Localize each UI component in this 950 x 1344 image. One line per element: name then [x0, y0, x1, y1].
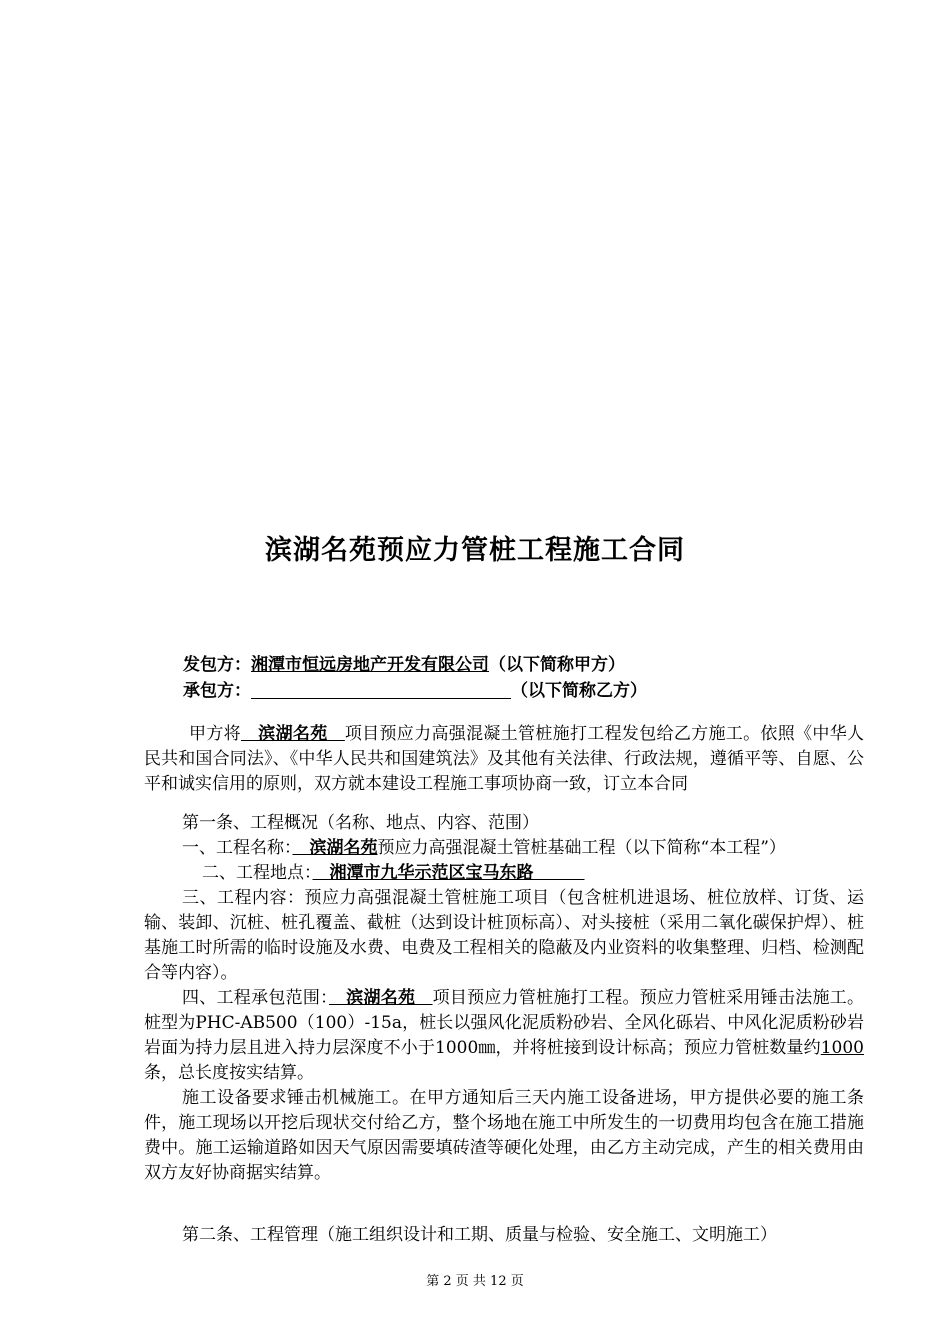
scope-post: 条，总长度按实结算。 [144, 1063, 314, 1083]
intro-paragraph [144, 722, 864, 797]
intro-project: 滨湖名苑 [240, 724, 345, 744]
equipment-paragraph: 施工设备要求锤击机械施工。在甲方通知后三天内施工设备进场，甲方提供必要的施工条件，施工现场以开挖后现状交付给乙方，整个场地在施工中所发生的一切费用均包含在施工措施费中。施工运输道路如因天气原因需要填砖渣等硬化处理，由乙方主动完成，产生的相关费用由双方友好协商据实结算。 [144, 1088, 864, 1183]
intro-pre: 甲方将 [189, 724, 241, 744]
project-scope-paragraph [144, 986, 864, 1086]
party-b-blank [251, 680, 511, 699]
intro-section [144, 722, 864, 797]
name-pre: 一、工程名称： [182, 838, 293, 858]
project-name-paragraph [144, 836, 864, 861]
party-b-suffix: （以下简称乙方） [511, 681, 647, 701]
site-pre: 二、工程地点： [202, 863, 313, 883]
article1-section [144, 811, 864, 1186]
article2-section [144, 1223, 864, 1248]
party-a-label: 发包方： [183, 655, 251, 675]
party-a-line [183, 650, 625, 675]
name-value: 滨湖名苑 [292, 838, 378, 858]
party-a-suffix: （以下简称甲方） [489, 655, 625, 675]
project-content-paragraph: 三、工程内容：预应力高强混凝土管桩施工项目（包含桩机进退场、桩位放样、订货、运输、装卸、沉桩、桩孔覆盖、截桩（达到设计桩顶标高）、对头接桩（采用二氧化碳保护焊）、桩基施工时所需的临时设施及水费、电费及工程相关的隐蔽及内业资料的收集整理、归档、检测配合等内容）。 [144, 888, 864, 983]
document-title: 滨湖名苑预应力管桩工程施工合同 [265, 535, 685, 566]
scope-pre: 四、工程承包范围： [182, 988, 329, 1008]
scope-mid: 项目预应力管桩施打工程。预应力管桩采用锤击法施工。桩型为PHC-AB500（100）-15a，桩长以强风化泥质粉砂岩、全风化砾岩、中风化泥质粉砂岩岩面为持力层且进入持力层深度不小于1000㎜，并将桩接到设计标高；预应力管桩数量约 [144, 988, 865, 1058]
intro-post: 项目预应力高强混凝土管桩施打工程发包给乙方施工。依照《中华人民共和国合同法》、《中华人民共和国建筑法》及其他有关法律、行政法规，遵循平等、自愿、公平和诚实信用的原则，双方就本建设工程施工事项协商一致，订立本合同 [144, 724, 865, 794]
scope-value: 滨湖名苑 [328, 988, 433, 1008]
page-footer: 第 2 页 共 12 页 [426, 1274, 524, 1289]
project-site-paragraph [144, 861, 864, 886]
site-value: 湘潭市九华示范区宝马东路 [312, 863, 585, 883]
article2-heading: 第二条、工程管理（施工组织设计和工期、质量与检验、安全施工、文明施工） [182, 1225, 777, 1245]
name-post: 预应力高强混凝土管桩基础工程（以下简称“本工程”） [377, 838, 786, 858]
article1-heading: 第一条、工程概况（名称、地点、内容、范围） [182, 813, 539, 833]
party-b-line [183, 676, 647, 701]
scope-quantity: 1000 [820, 1038, 864, 1058]
party-b-label: 承包方： [183, 681, 251, 701]
party-a-name: 湘潭市恒远房地产开发有限公司 [251, 655, 489, 675]
